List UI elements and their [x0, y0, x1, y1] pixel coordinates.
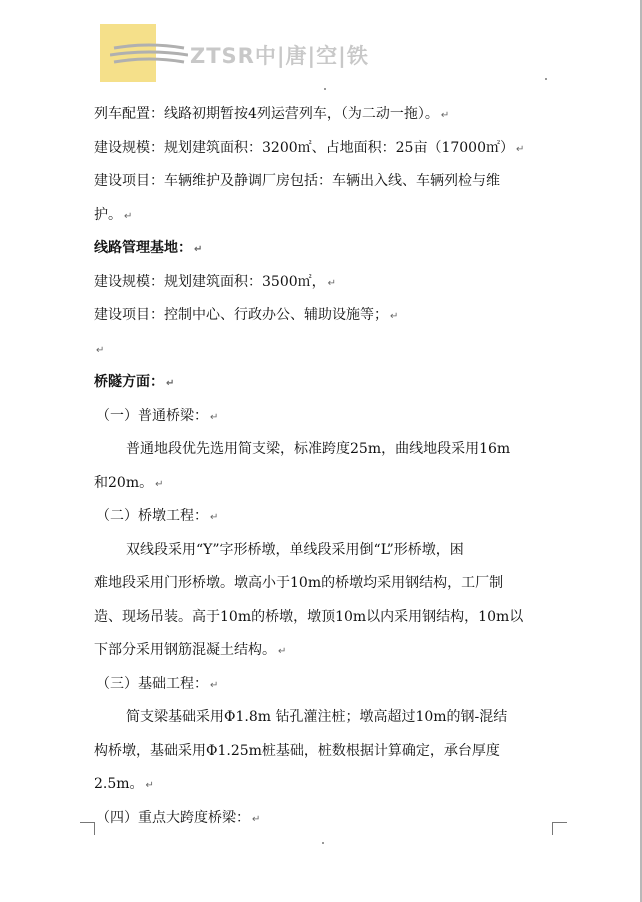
text-line: 下部分采用钢筋混凝土结构。 ↵ [94, 642, 287, 658]
text-line: 护。 ↵ [94, 206, 133, 223]
text-line: 建设规模：规划建筑面积：3200㎡、占地面积：25亩（17000㎡） ↵ [94, 139, 525, 156]
margin-mark-center-bottom [322, 842, 324, 844]
text-line: 双线段采用“Y”字形桥墩，单线段采用倒“L”形桥墩，困 [126, 541, 464, 558]
subsection-heading: （四）重点大跨度桥梁： ↵ [96, 809, 261, 826]
subsection-heading: （三）基础工程： ↵ [96, 675, 219, 692]
subsection-heading: （二）桥墩工程： ↵ [96, 508, 219, 524]
text-line: 构桥墩，基础采用Φ1.25m桩基础，桩数根据计算确定，承台厚度 [94, 742, 500, 759]
company-logo [100, 24, 369, 82]
page-corner-mark-right [552, 822, 567, 835]
page-corner-mark-left [80, 822, 95, 835]
text-line: 简支梁基础采用Φ1.8m 钻孔灌注桩；墩高超过10m的钢-混结 [126, 709, 508, 725]
text-line: 和20m。 ↵ [94, 474, 164, 491]
text-line: 造、现场吊装。高于10m的桥墩，墩顶10m以内采用钢结构，10m以 [94, 608, 524, 625]
document-body [94, 98, 564, 835]
section-heading: 线路管理基地： ↵ [94, 240, 203, 256]
section-heading: 桥隧方面： ↵ [94, 374, 175, 390]
empty-line: ↵ [96, 344, 105, 356]
margin-mark-top [545, 78, 547, 80]
logo-stripes-icon [110, 42, 188, 68]
subsection-heading: （一）普通桥梁： ↵ [96, 407, 219, 424]
logo-text: ZTSR中|唐|空|铁 [190, 44, 369, 68]
text-line: 难地段采用门形桥墩。墩高小于10m的桥墩均采用钢结构，工厂制 [94, 575, 504, 591]
margin-mark-center-top [324, 88, 326, 90]
text-line: 2.5m。 ↵ [94, 776, 154, 792]
text-line: 列车配置：线路初期暂按4列运营列车，（为二动一拖）。 ↵ [94, 106, 450, 122]
text-line: 普通地段优先选用简支梁，标准跨度25m，曲线地段采用16m [126, 441, 511, 457]
text-line: 建设项目：控制中心、行政办公、辅助设施等； ↵ [94, 307, 399, 323]
text-line: 建设规模：规划建筑面积：3500㎡， ↵ [94, 273, 337, 290]
text-line: 建设项目：车辆维护及静调厂房包括：车辆出入线、车辆列检与维 [94, 173, 500, 189]
